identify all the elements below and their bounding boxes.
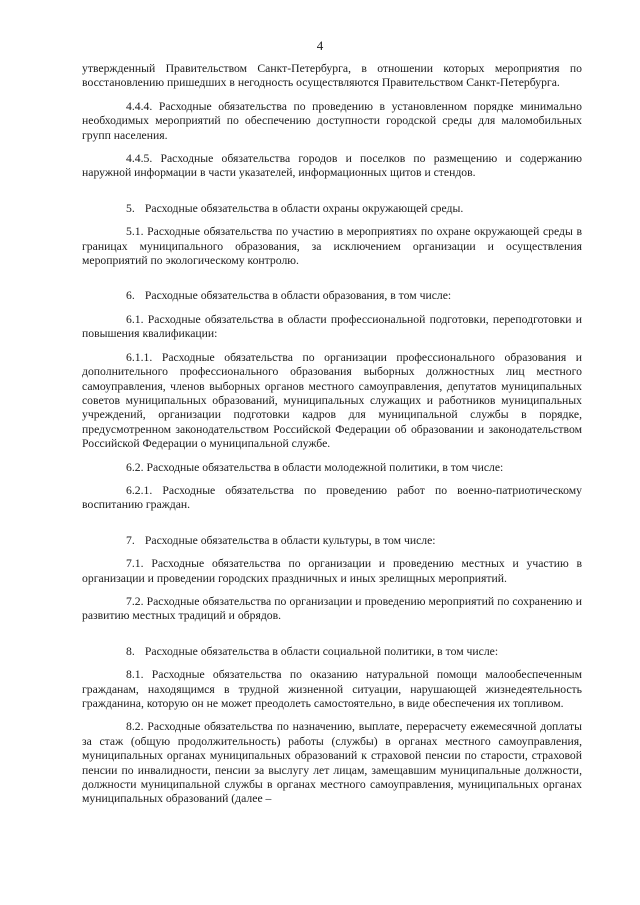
paragraph-text: Расходные обязательства по оказанию натуральной помощи малообеспеченным гражданам, находящимся в трудной жизненной ситуации, нарушающей жизнедеятельность гражданина, которую он не может преодолеть самостоятельно, в виде обеспечения их топливом. bbox=[82, 668, 582, 710]
paragraph-number: 8.1. bbox=[126, 668, 144, 682]
paragraph-text: Расходные обязательства по участию в мероприятиях по охране окружающей среды в границах муниципального образования, за исключением организации и осуществления мероприятий по экологическому контролю. bbox=[82, 225, 583, 268]
paragraph-7-2 bbox=[82, 595, 582, 624]
paragraph-text: Расходные обязательства по организации и проведению местных и участию в организации и проведении городских праздничных и иных зрелищных мероприятий. bbox=[82, 557, 583, 585]
paragraph-text: Расходные обязательства в области молодежной политики, в том числе: bbox=[146, 460, 504, 474]
paragraph-text: Расходные обязательства в области профессиональной подготовки, переподготовки и повышения квалификации: bbox=[82, 312, 583, 341]
paragraph-number: 7.1. bbox=[126, 557, 144, 571]
paragraph-text: Расходные обязательства по проведению в установленном порядке минимально необходимых мероприятий по обеспечению доступности городской среды для маломобильных групп населения. bbox=[82, 99, 583, 142]
paragraph-text: Расходные обязательства по организации профессионального образования и дополнительного профессионального образования выборных должностных лиц местного самоуправления, членов выборных органов местного самоуправления, депутатов муниципальных советов муниципальных образований, муниципальных служащих и работников муниципальных учреждений, организации подготовки кадров для муниципальной службы в порядке, предусмотренном законодательством Российской Федерации об образовании и законодательством Российской Федерации о муниципальной службе. bbox=[82, 350, 583, 451]
paragraph-6-2-1 bbox=[82, 484, 582, 513]
section-number: 7. bbox=[126, 533, 135, 547]
paragraph-number: 6.2.1. bbox=[126, 483, 153, 497]
section-title: Расходные обязательства в области охраны окружающей среды. bbox=[144, 201, 464, 215]
paragraph-number: 6.2. bbox=[126, 460, 144, 474]
paragraph-text: утвержденный Правительством Санкт-Петербурга, в отношении которых мероприятия по восстановлению пришедших в негодность осуществляются Правительством Санкт-Петербурга. bbox=[82, 62, 582, 90]
paragraph-8-2 bbox=[82, 720, 582, 806]
paragraph-number: 6.1.1. bbox=[126, 350, 153, 364]
paragraph-5-1 bbox=[82, 225, 582, 268]
document-body bbox=[82, 62, 582, 807]
paragraph-7-1 bbox=[82, 557, 582, 586]
section-title: Расходные обязательства в области образования, в том числе: bbox=[144, 289, 452, 303]
section-heading-7 bbox=[82, 534, 582, 548]
paragraph-continuation bbox=[82, 62, 582, 91]
paragraph-number: 4.4.4. bbox=[126, 99, 153, 113]
paragraph-8-1 bbox=[82, 668, 582, 711]
paragraph-number: 7.2. bbox=[126, 594, 144, 608]
paragraph-number: 6.1. bbox=[126, 312, 144, 326]
paragraph-number: 8.2. bbox=[126, 720, 144, 734]
section-title: Расходные обязательства в области социальной политики, в том числе: bbox=[144, 644, 499, 658]
paragraph-6-1 bbox=[82, 313, 582, 342]
paragraph-text: Расходные обязательства по назначению, выплате, перерасчету ежемесячной доплаты за стаж (общую продолжительность) работы (службы) в органах местного самоуправления, муниципальных органах муниципальных образований к страховой пенсии по старости, страховой пенсии по инвалидности, пенсии за выслугу лет лицам, замещавшим муниципальные должности, должности муниципальной службы в органах местного самоуправления, муниципальных органах муниципальных образований (далее – bbox=[82, 720, 582, 806]
section-number: 6. bbox=[126, 289, 135, 303]
paragraph-4-4-4 bbox=[82, 100, 582, 143]
paragraph-6-1-1 bbox=[82, 351, 582, 452]
section-number: 5. bbox=[126, 201, 135, 215]
paragraph-number: 5.1. bbox=[126, 225, 144, 239]
section-number: 8. bbox=[126, 644, 135, 658]
paragraph-text: Расходные обязательства городов и поселков по размещению и содержанию наружной информации в части указателей, информационных щитов и стендов. bbox=[82, 152, 582, 180]
section-heading-6 bbox=[82, 289, 582, 303]
paragraph-number: 4.4.5. bbox=[126, 152, 153, 166]
section-heading-5 bbox=[82, 202, 582, 216]
paragraph-text: Расходные обязательства по организации и проведению мероприятий по сохранению и развитию местных традиций и обрядов. bbox=[82, 594, 582, 623]
paragraph-text: Расходные обязательства по проведению работ по военно-патриотическому воспитанию граждан. bbox=[82, 483, 582, 512]
section-heading-8 bbox=[82, 645, 582, 659]
page-number: 4 bbox=[316, 38, 324, 53]
paragraph-6-2 bbox=[82, 461, 582, 475]
paragraph-4-4-5 bbox=[82, 152, 582, 181]
section-title: Расходные обязательства в области культуры, в том числе: bbox=[144, 533, 436, 547]
